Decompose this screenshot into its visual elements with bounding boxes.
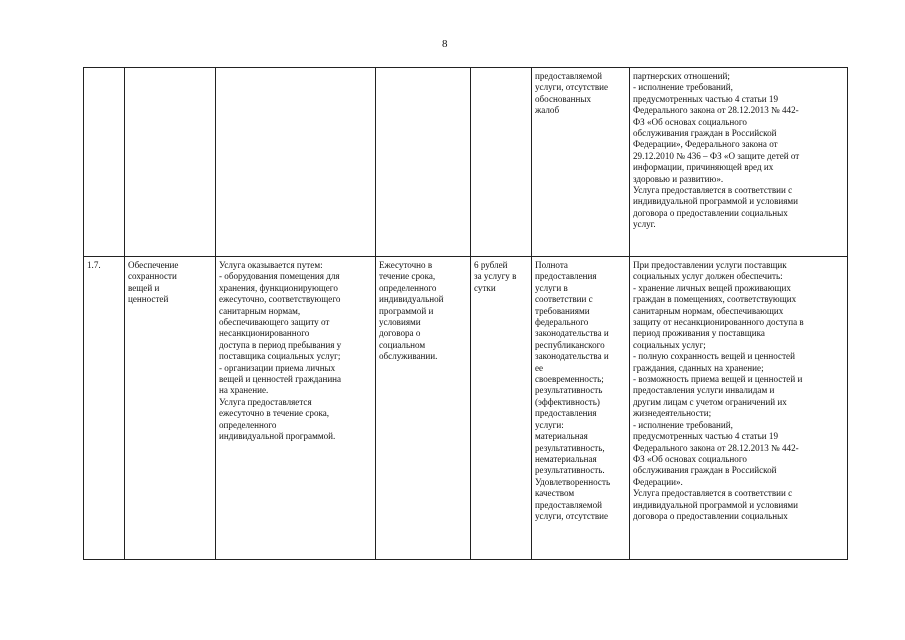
services-table (83, 67, 848, 560)
cell-service-name (125, 68, 216, 257)
cell-number: 1.7. (84, 257, 125, 560)
cell-quality-indicators: Полнота предоставления услуги в соответствии с требованиями федерального законодательства и республиканского законодательства и ее своевременность; результативность (эффективность) предоставления услуги: материальная результативность, нематериальная результативность. Удовлетворенность качеством предоставляемой услуги, отсутствие (532, 257, 630, 560)
cell-price (471, 68, 532, 257)
cell-quality-indicators: предоставляемой услуги, отсутствие обоснованных жалоб (532, 68, 630, 257)
cell-number (84, 68, 125, 257)
cell-timing (376, 68, 471, 257)
table-row (84, 68, 848, 257)
cell-description (216, 68, 376, 257)
cell-conditions: партнерских отношений; - исполнение требований, предусмотренных частью 4 статьи 19 Федерального закона от 28.12.2013 № 442- ФЗ «Об основах социального обслуживания граждан в Российской Федерации», Федерального закона от 29.12.2010 № 436 – ФЗ «О защите детей от информации, причиняющей вред их здоровью и развитию». Услуга предоставляется в соответствии с индивидуальной программой и условиями договора о предоставлении социальных услуг. (630, 68, 848, 257)
cell-conditions: При предоставлении услуги поставщик социальных услуг должен обеспечить: - хранение личных вещей проживающих граждан в помещениях, соответствующих санитарным нормам, обеспечивающих защиту от несанкционированного доступа в период проживания у поставщика социальных услуг; - полную сохранность вещей и ценностей граждания, сданных на хранение; - возможность приема вещей и ценностей и предоставления услуги инвалидам и другим лицам с учетом ограничений их жизнедеятельности; - исполнение требований, предусмотренных частью 4 статьи 19 Федерального закона от 28.12.2013 № 442- ФЗ «Об основах социального обслуживания граждан в Российской Федерации». Услуга предоставляется в соответствии с индивидуальной программой и условиями договора о предоставлении социальных (630, 257, 848, 560)
page-number: 8 (442, 38, 448, 50)
cell-service-name: Обеспечение сохранности вещей и ценностей (125, 257, 216, 560)
table-row (84, 257, 848, 560)
cell-timing: Ежесуточно в течение срока, определенного индивидуальной программой и условиями договора о социальном обслуживании. (376, 257, 471, 560)
cell-description: Услуга оказывается путем: - оборудования помещения для хранения, функционирующего ежесуточно, соответствующего санитарным нормам, обеспечивающего защиту от несанкционированного доступа в период пребывания у поставщика социальных услуг; - организации приема личных вещей и ценностей гражданина на хранение. Услуга предоставляется ежесуточно в течение срока, определенного индивидуальной программой. (216, 257, 376, 560)
cell-price: 6 рублей за услугу в сутки (471, 257, 532, 560)
